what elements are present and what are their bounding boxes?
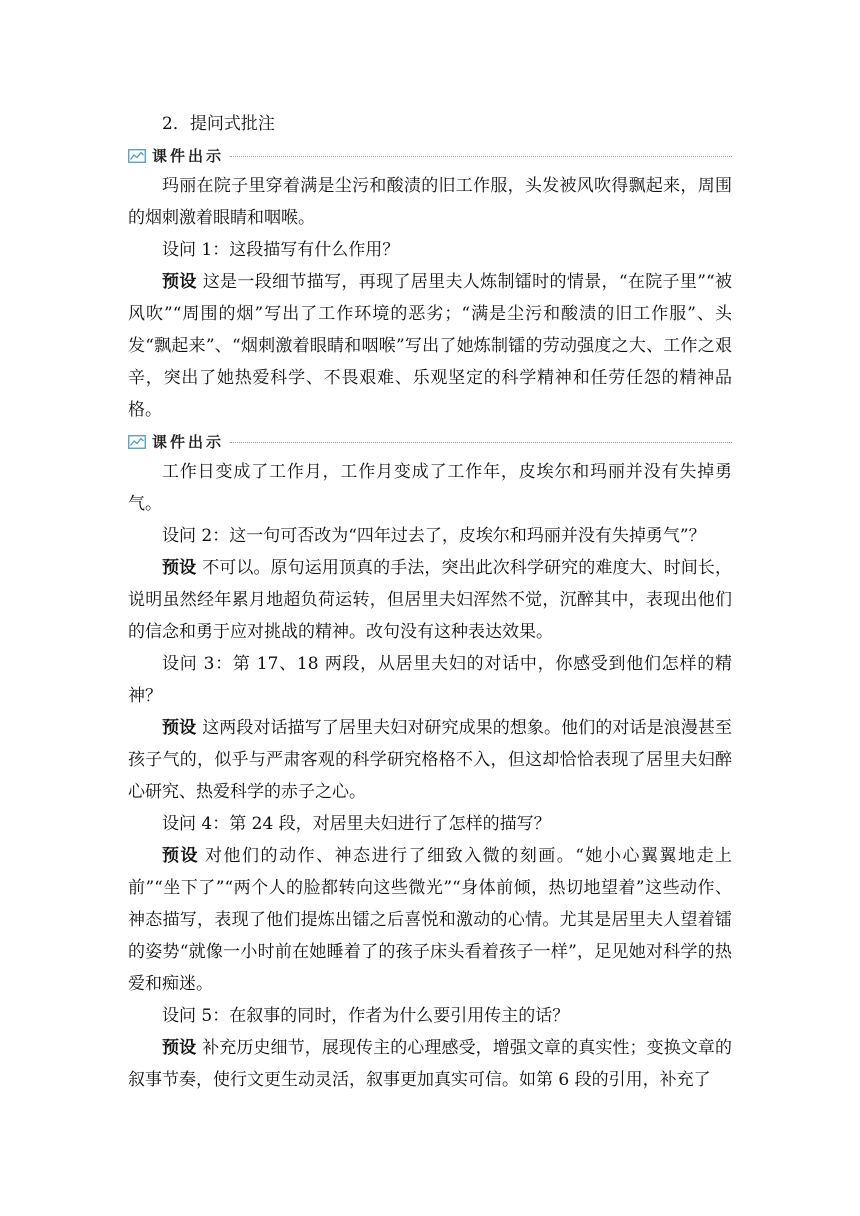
question-2: 设问 2：这一句可否改为“四年过去了，皮埃尔和玛丽并没有失掉勇气”？ xyxy=(162,526,706,546)
question-4: 设问 4：第 24 段，对居里夫妇进行了怎样的描写？ xyxy=(162,814,551,834)
courseware-header xyxy=(128,140,732,170)
dotted-divider xyxy=(230,442,732,443)
answer-4-text: 对他们的动作、神态进行了细致入微的刻画。“她小心翼翼地走上前”“坐下了”“两个人的脸都转向这些微光”“身体前倾，热切地望着”这些动作、神态描写，表现了他们提炼出镭之后喜悦和激动的心情。尤其是居里夫人望着镭的姿势“就像一小时前在她睡着了的孩子床头看着孩子一样”，足见她对科学的热爱和痴迷。 xyxy=(128,846,732,994)
preset-label: 预设 xyxy=(162,272,197,292)
answer-5 xyxy=(128,1032,732,1096)
section-title: 2．提问式批注 xyxy=(162,114,275,134)
answer-1 xyxy=(128,266,732,426)
answer-2-text: 不可以。原句运用顶真的手法，突出此次科学研究的难度大、时间长，说明虽然经年累月地超负荷运转，但居里夫妇浑然不觉，沉醉其中，表现出他们的信念和勇于应对挑战的精神。改句没有这种表达效果。 xyxy=(128,558,732,642)
dotted-divider xyxy=(230,156,732,157)
courseware-header xyxy=(128,426,732,456)
answer-3 xyxy=(128,712,732,808)
preset-label: 预设 xyxy=(162,1038,197,1058)
answer-3-text: 这两段对话描写了居里夫妇对研究成果的想象。他们的对话是浪漫甚至孩子气的，似乎与严肃客观的科学研究格格不入，但这却恰恰表现了居里夫妇醉心研究、热爱科学的赤子之心。 xyxy=(128,718,732,802)
question-5: 设问 5：在叙事的同时，作者为什么要引用传主的话？ xyxy=(162,1006,570,1026)
preset-label: 预设 xyxy=(162,558,197,578)
preset-label: 预设 xyxy=(162,718,197,738)
document-page xyxy=(128,108,732,1096)
courseware-label: 课件出示 xyxy=(152,146,225,165)
answer-1-text: 这是一段细节描写，再现了居里夫人炼制镭时的情景，“在院子里”“被风吹”“周围的烟”写出了工作环境的恶劣；“满是尘污和酸渍的旧工作服”、头发“飘起来”、“烟刺激着眼睛和咽喉”写出了她炼制镭的劳动强度之大、工作之艰辛，突出了她热爱科学、不畏艰难、乐观坚定的科学精神和任劳任怨的精神品格。 xyxy=(128,272,732,420)
answer-4 xyxy=(128,840,732,1000)
chart-line-icon xyxy=(128,434,146,448)
question-3: 设问 3：第 17、18 两段，从居里夫妇的对话中，你感受到他们怎样的精神？ xyxy=(128,654,732,706)
answer-5-text: 补充历史细节，展现传主的心理感受，增强文章的真实性；变换文章的叙事节奏，使行文更生动灵活，叙事更加真实可信。如第 6 段的引用，补充了 xyxy=(128,1038,732,1090)
question-1: 设问 1：这段描写有什么作用？ xyxy=(162,240,400,260)
preset-label: 预设 xyxy=(162,846,200,866)
quote-paragraph: 工作日变成了工作月，工作月变成了工作年，皮埃尔和玛丽并没有失掉勇气。 xyxy=(128,462,732,514)
quote-paragraph: 玛丽在院子里穿着满是尘污和酸渍的旧工作服，头发被风吹得飘起来，周围的烟刺激着眼睛和咽喉。 xyxy=(128,176,732,228)
answer-2 xyxy=(128,552,732,648)
courseware-label: 课件出示 xyxy=(152,432,225,451)
chart-line-icon xyxy=(128,148,146,162)
